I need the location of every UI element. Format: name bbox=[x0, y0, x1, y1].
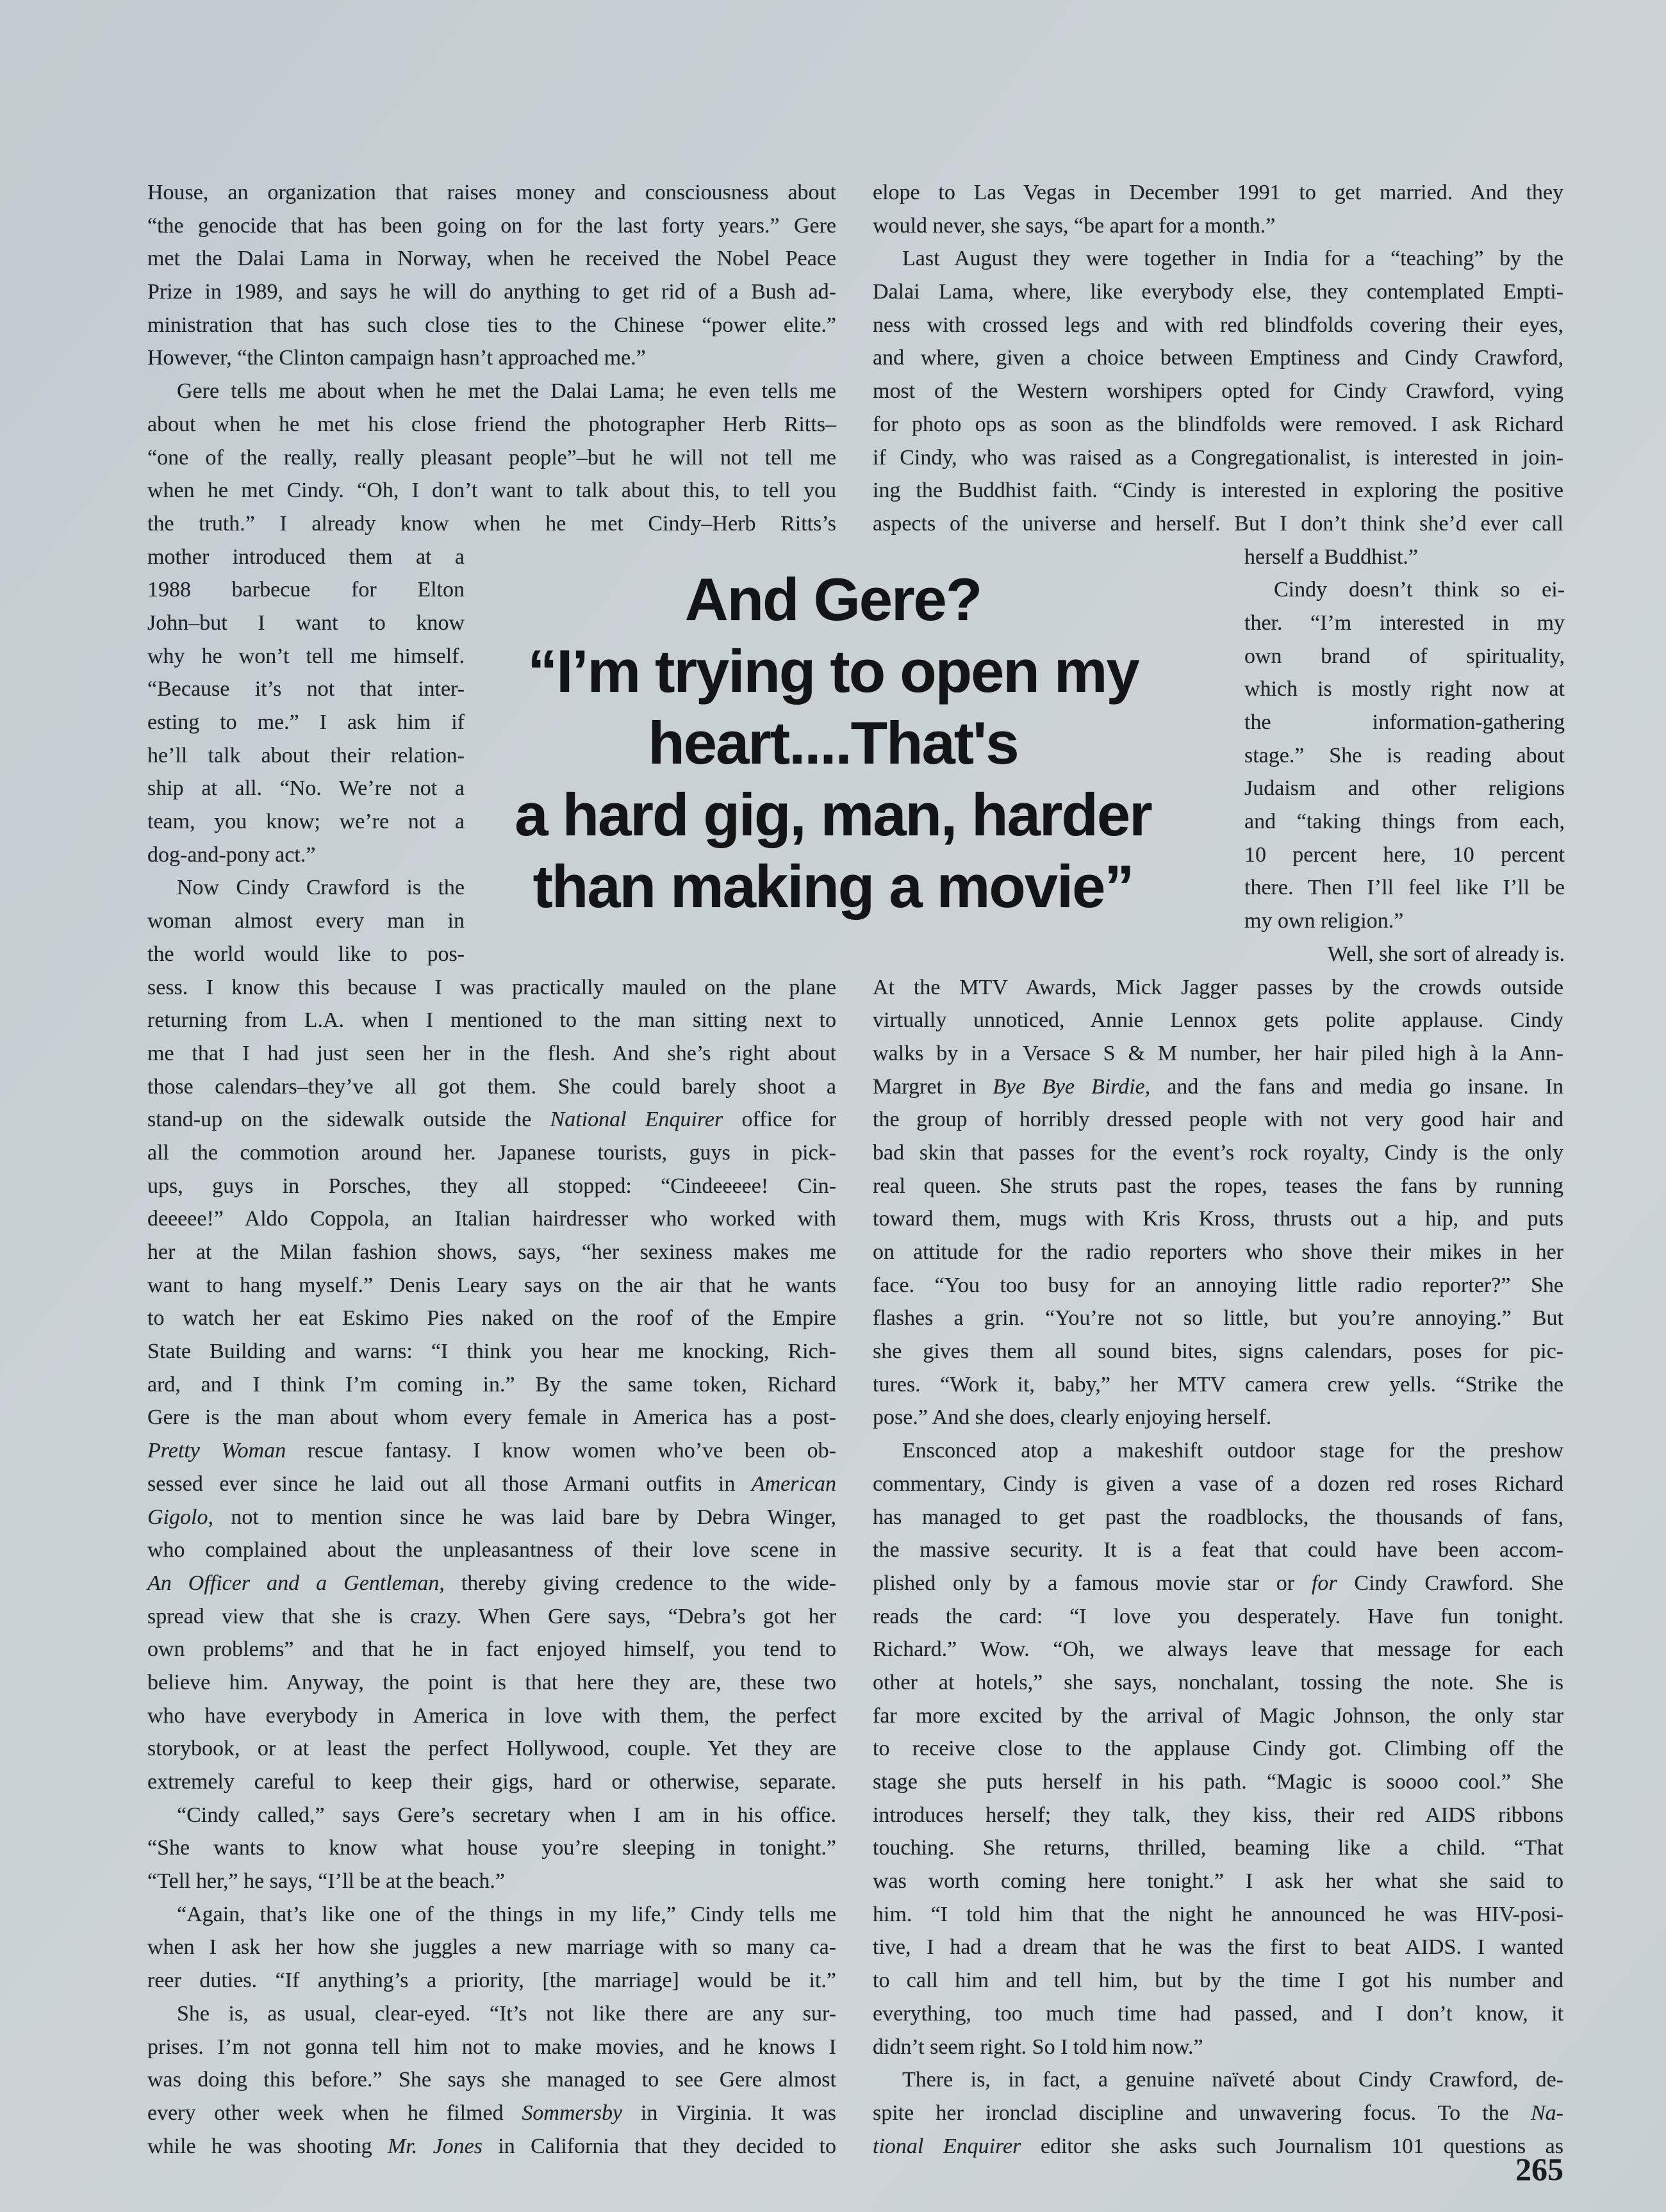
text-line: why he won’t tell me himself. bbox=[147, 644, 465, 668]
text-line: would never, she says, “be apart for a month.” bbox=[873, 213, 1276, 238]
pull-quote-line: heart....That's bbox=[648, 709, 1018, 776]
text-line: every other week when he filmed Sommersby in Virginia. It was bbox=[147, 2101, 836, 2125]
text-line: There is, in fact, a genuine naïveté about Cindy Crawford, de- bbox=[902, 2068, 1563, 2092]
text-line: real queen. She struts past the ropes, teases the fans by running bbox=[873, 1174, 1563, 1198]
text-line: and where, given a choice between Emptiness and Cindy Crawford, bbox=[873, 346, 1563, 370]
text-line: Gere tells me about when he met the Dalai Lama; he even tells me bbox=[177, 379, 836, 404]
text-line: State Building and warns: “I think you hear me knocking, Rich- bbox=[147, 1339, 836, 1364]
text-line: was doing this before.” She says she managed to see Gere almost bbox=[147, 2068, 836, 2092]
text-line: she gives them all sound bites, signs calendars, poses for pic- bbox=[873, 1339, 1563, 1364]
text-line: “the genocide that has been going on for the last forty years.” Gere bbox=[147, 213, 836, 238]
text-line: stand-up on the sidewalk outside the National Enquirer office for bbox=[147, 1108, 836, 1132]
text-line: pose.” And she does, clearly enjoying herself. bbox=[873, 1405, 1272, 1430]
text-line: ups, guys in Porsches, they all stopped: “Cindeeeee! Cin- bbox=[147, 1174, 836, 1198]
text-line: if Cindy, who was raised as a Congregationalist, is interested in join- bbox=[873, 445, 1563, 470]
text-line: Prize in 1989, and says he will do anything to get rid of a Bush ad- bbox=[147, 280, 836, 304]
text-line: Dalai Lama, where, like everybody else, they contemplated Empti- bbox=[873, 280, 1563, 304]
text-line: own problems” and that he in fact enjoyed himself, you tend to bbox=[147, 1637, 836, 1662]
text-line: ther. “I’m interested in my bbox=[1244, 610, 1565, 635]
text-line: sess. I know this because I was practically mauled on the plane bbox=[147, 975, 836, 999]
text-line: aspects of the universe and herself. But I don’t think she’d ever call bbox=[873, 511, 1563, 536]
text-block-narrow-left bbox=[147, 541, 465, 971]
text-line: Cindy doesn’t think so ei- bbox=[1274, 578, 1565, 602]
text-line: when I ask her how she juggles a new marriage with so many ca- bbox=[147, 1935, 836, 1960]
text-line: ministration that has such close ties to the Chinese “power elite.” bbox=[147, 313, 836, 337]
text-line: who complained about the unpleasantness of their love scene in bbox=[147, 1538, 836, 1562]
text-line: other at hotels,” she says, nonchalant, tossing the note. She is bbox=[873, 1670, 1563, 1694]
text-line: my own religion.” bbox=[1244, 909, 1404, 933]
text-line: to receive close to the applause Cindy got. Climbing off the bbox=[873, 1737, 1563, 1761]
text-line: about when he met his close friend the photographer Herb Ritts– bbox=[147, 412, 836, 436]
text-line: met the Dalai Lama in Norway, when he received the Nobel Peace bbox=[147, 247, 836, 271]
text-line: deeeee!” Aldo Coppola, an Italian hairdresser who worked with bbox=[147, 1207, 836, 1231]
text-line: her at the Milan fashion shows, says, “her sexiness makes me bbox=[147, 1240, 836, 1264]
text-line: and “taking things from each, bbox=[1244, 810, 1565, 834]
text-line: Gigolo, not to mention since he was laid bare by Debra Winger, bbox=[147, 1505, 836, 1529]
text-line: storybook, or at least the perfect Hollywood, couple. Yet they are bbox=[147, 1737, 836, 1761]
text-line: At the MTV Awards, Mick Jagger passes by the crowds outside bbox=[873, 975, 1563, 999]
text-line: “She wants to know what house you’re sleeping in tonight.” bbox=[147, 1836, 836, 1860]
article-column-left bbox=[147, 176, 836, 2163]
text-line: while he was shooting Mr. Jones in California that they decided to bbox=[147, 2134, 836, 2158]
text-line: Ensconced atop a makeshift outdoor stage for the preshow bbox=[902, 1439, 1563, 1463]
text-block-full bbox=[873, 176, 1563, 541]
text-line: Now Cindy Crawford is the bbox=[177, 876, 465, 900]
text-line: John–but I want to know bbox=[147, 610, 465, 635]
text-line: esting to me.” I ask him if bbox=[147, 710, 465, 734]
text-line: on attitude for the radio reporters who shove their mikes in her bbox=[873, 1240, 1563, 1264]
text-line: far more excited by the arrival of Magic Johnson, the only star bbox=[873, 1703, 1563, 1728]
text-block-narrow-right bbox=[1244, 541, 1565, 971]
pull-quote-line: than making a movie” bbox=[532, 853, 1134, 920]
text-line: ing the Buddhist faith. “Cindy is interested in exploring the positive bbox=[873, 479, 1563, 503]
text-line: reads the card: “I love you desperately. Have fun tonight. bbox=[873, 1604, 1563, 1628]
text-line: She is, as usual, clear-eyed. “It’s not like there are any sur- bbox=[177, 2001, 836, 2026]
text-line: Well, she sort of already is. bbox=[1327, 942, 1565, 966]
text-line: mother introduced them at a bbox=[147, 545, 465, 569]
text-line: all the commotion around her. Japanese tourists, guys in pick- bbox=[147, 1140, 836, 1165]
text-line: bad skin that passes for the event’s rock royalty, Cindy is the only bbox=[873, 1140, 1563, 1165]
text-line: Margret in Bye Bye Birdie, and the fans and media go insane. In bbox=[873, 1074, 1564, 1099]
text-line: the information-gathering bbox=[1244, 710, 1565, 734]
text-line: reer duties. “If anything’s a priority, [the marriage] would be it.” bbox=[147, 1969, 836, 1993]
text-line: woman almost every man in bbox=[147, 909, 465, 933]
text-line: dog-and-pony act.” bbox=[147, 842, 316, 867]
pull-quote-line: a hard gig, man, harder bbox=[515, 781, 1151, 848]
text-line: which is mostly right now at bbox=[1244, 677, 1565, 701]
text-line: the massive security. It is a feat that could have been accom- bbox=[873, 1538, 1563, 1562]
pull-quote-line: And Gere? bbox=[684, 566, 982, 633]
text-line: ard, and I think I’m coming in.” By the same token, Richard bbox=[147, 1372, 836, 1397]
text-line: Pretty Woman rescue fantasy. I know women who’ve been ob- bbox=[147, 1439, 836, 1463]
text-line: Gere is the man about whom every female in America has a post- bbox=[147, 1405, 836, 1430]
text-line: those calendars–they’ve all got them. She could barely shoot a bbox=[147, 1074, 836, 1099]
text-line: House, an organization that raises money and consciousness about bbox=[147, 181, 836, 204]
text-line: was worth coming here tonight.” I ask her what she said to bbox=[873, 1869, 1563, 1894]
text-line: for photo ops as soon as the blindfolds were removed. I ask Richard bbox=[873, 412, 1563, 436]
text-line: everything, too much time had passed, and I don’t know, it bbox=[873, 2001, 1563, 2026]
text-line: stage she puts herself in his path. “Magic is soooo cool.” She bbox=[873, 1770, 1563, 1794]
text-line: team, you know; we’re not a bbox=[147, 810, 465, 834]
text-line: Richard.” Wow. “Oh, we always leave that message for each bbox=[873, 1637, 1563, 1662]
text-line: extremely careful to keep their gigs, hard or otherwise, separate. bbox=[147, 1770, 836, 1794]
text-line: Last August they were together in India for a “teaching” by the bbox=[902, 247, 1563, 271]
text-line: him. “I told him that the night he announced he was HIV-posi- bbox=[873, 1902, 1563, 1926]
text-line: want to hang myself.” Denis Leary says on the air that he wants bbox=[147, 1273, 836, 1297]
text-line: believe him. Anyway, the point is that here they are, these two bbox=[147, 1670, 836, 1694]
text-line: flashes a grin. “You’re not so little, but you’re annoying.” But bbox=[873, 1306, 1563, 1331]
text-line: “Tell her,” he says, “I’ll be at the beach.” bbox=[147, 1869, 505, 1894]
text-line: spite her ironclad discipline and unwavering focus. To the Na- bbox=[873, 2101, 1563, 2125]
text-line: to watch her eat Eskimo Pies naked on the roof of the Empire bbox=[147, 1306, 836, 1331]
text-line: spread view that she is crazy. When Gere says, “Debra’s got her bbox=[147, 1604, 836, 1628]
text-line: introduces herself; they talk, they kiss, their red AIDS ribbons bbox=[873, 1803, 1563, 1827]
text-line: plished only by a famous movie star or for Cindy Crawford. She bbox=[873, 1571, 1563, 1595]
text-line: However, “the Clinton campaign hasn’t approached me.” bbox=[147, 346, 646, 370]
text-line: who have everybody in America in love with them, the perfect bbox=[147, 1703, 836, 1728]
text-line: face. “You too busy for an annoying little radio reporter?” She bbox=[873, 1273, 1563, 1297]
text-line: prises. I’m not gonna tell him not to make movies, and he knows I bbox=[147, 2035, 836, 2059]
text-line: ness with crossed legs and with red blindfolds covering their eyes, bbox=[873, 313, 1563, 337]
text-line: commentary, Cindy is given a vase of a dozen red roses Richard bbox=[873, 1471, 1563, 1496]
article-column-right bbox=[873, 176, 1563, 2163]
text-line: toward them, mugs with Kris Kross, thrusts out a hip, and puts bbox=[873, 1207, 1563, 1231]
text-line: ship at all. “No. We’re not a bbox=[147, 776, 465, 801]
text-line: virtually unnoticed, Annie Lennox gets polite applause. Cindy bbox=[873, 1008, 1563, 1033]
text-line: 1988 barbecue for Elton bbox=[147, 578, 465, 602]
text-line: tional Enquirer editor she asks such Journalism 101 questions as bbox=[873, 2134, 1563, 2158]
text-line: the truth.” I already know when he met Cindy–Herb Ritts’s bbox=[147, 511, 836, 536]
text-line: “Cindy called,” says Gere’s secretary when I am in his office. bbox=[177, 1803, 836, 1827]
text-line: returning from L.A. when I mentioned to the man sitting next to bbox=[147, 1008, 836, 1033]
pull-quote bbox=[449, 564, 1217, 922]
pull-quote-line: “I’m trying to open my bbox=[527, 637, 1139, 705]
text-line: walks by in a Versace S & M number, her hair piled high à la Ann- bbox=[873, 1041, 1563, 1065]
text-line: “Again, that’s like one of the things in my life,” Cindy tells me bbox=[177, 1902, 836, 1926]
text-line: elope to Las Vegas in December 1991 to get married. And they bbox=[873, 181, 1563, 204]
text-line: 10 percent here, 10 percent bbox=[1244, 842, 1565, 867]
text-line: the group of horribly dressed people with not very good hair and bbox=[873, 1108, 1563, 1132]
text-line: there. Then I’ll feel like I’ll be bbox=[1244, 876, 1565, 900]
text-line: An Officer and a Gentleman, thereby giving credence to the wide- bbox=[147, 1571, 836, 1595]
text-line: touching. She returns, thrilled, beaming like a child. “That bbox=[873, 1836, 1563, 1860]
text-line: has managed to get past the roadblocks, the thousands of fans, bbox=[873, 1505, 1563, 1529]
text-line: the world would like to pos- bbox=[147, 942, 465, 966]
text-block-full bbox=[873, 971, 1563, 2163]
text-line: didn’t seem right. So I told him now.” bbox=[873, 2035, 1203, 2059]
text-line: me that I had just seen her in the flesh. And she’s right about bbox=[147, 1041, 836, 1065]
text-line: “Because it’s not that inter- bbox=[147, 677, 465, 701]
page-number: 265 bbox=[1515, 2151, 1563, 2187]
text-line: own brand of spirituality, bbox=[1244, 644, 1565, 668]
text-line: Judaism and other religions bbox=[1244, 776, 1565, 801]
text-block-full bbox=[147, 176, 836, 541]
text-line: most of the Western worshipers opted for Cindy Crawford, vying bbox=[873, 379, 1563, 404]
text-line: stage.” She is reading about bbox=[1244, 743, 1565, 767]
text-line: he’ll talk about their relation- bbox=[147, 743, 465, 767]
text-line: “one of the really, really pleasant people”–but he will not tell me bbox=[147, 445, 836, 470]
text-line: tive, I had a dream that he was the first to beat AIDS. I wanted bbox=[873, 1935, 1563, 1960]
text-line: herself a Buddhist.” bbox=[1244, 545, 1418, 569]
text-block-full bbox=[147, 971, 836, 2163]
text-line: sessed ever since he laid out all those Armani outfits in American bbox=[147, 1471, 836, 1496]
text-line: when he met Cindy. “Oh, I don’t want to talk about this, to tell you bbox=[147, 479, 836, 503]
text-line: to call him and tell him, but by the time I got his number and bbox=[873, 1969, 1563, 1993]
text-line: tures. “Work it, baby,” her MTV camera crew yells. “Strike the bbox=[873, 1372, 1563, 1397]
